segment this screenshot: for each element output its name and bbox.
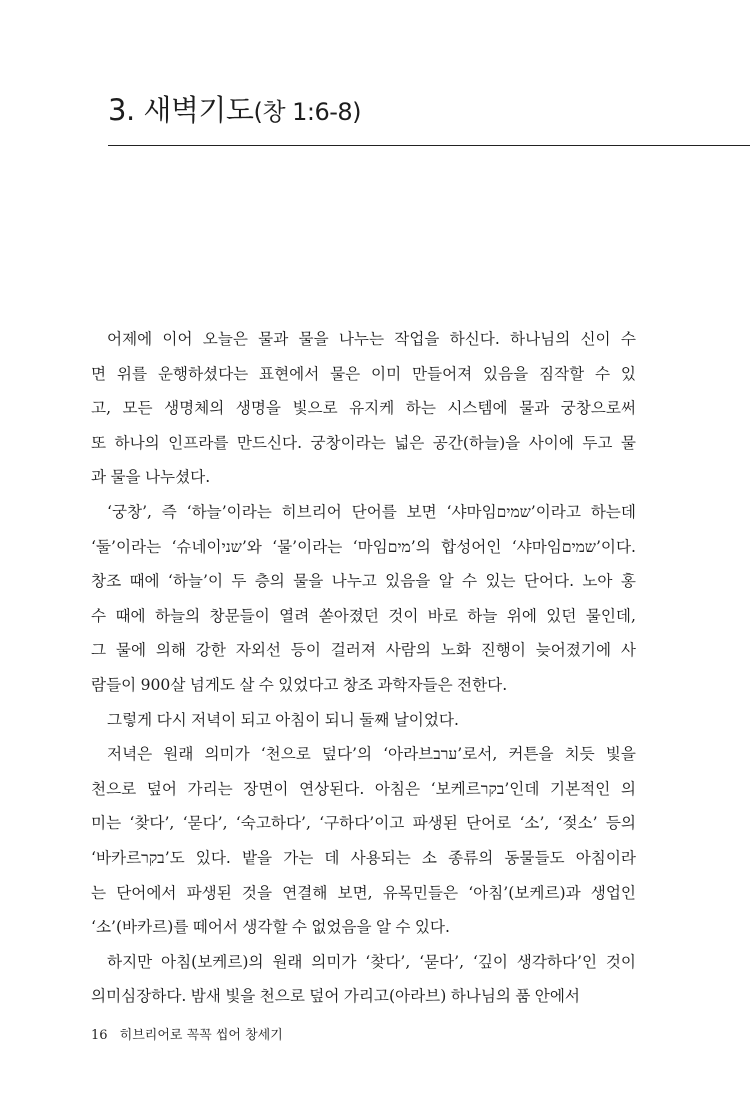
text-line: 천으로 덮어 가리는 장면이 연상된다. 아침은 ‘보케르בקר’인데 기본적인 의 bbox=[91, 779, 636, 798]
text-line: 수 때에 하늘의 창문들이 열려 쏟아졌던 것이 바로 하늘 위에 있던 물인데, bbox=[91, 606, 636, 625]
text-line: 또 하나의 인프라를 만드신다. 궁창이라는 넓은 공간(하늘)을 사이에 두고 물 bbox=[91, 433, 636, 452]
text-line: 의미심장하다. 밤새 빛을 천으로 덮어 가리고(아라브) 하나님의 품 안에서 bbox=[91, 987, 580, 1006]
title-divider bbox=[108, 145, 750, 146]
chapter-title bbox=[108, 88, 361, 129]
text-line: 고, 모든 생명체의 생명을 빛으로 유지케 하는 시스템에 물과 궁창으로써 bbox=[91, 399, 636, 418]
scripture-reference: (창 1:6-8) bbox=[253, 98, 362, 126]
text-line: 어제에 이어 오늘은 물과 물을 나누는 작업을 하신다. 하나님의 신이 수 bbox=[107, 330, 636, 348]
text-line: ‘둘’이라는 ‘슈네이שני’와 ‘물’이라는 ‘마임מים’의 합성어인 ‘샤마임שמים’이다. bbox=[91, 537, 636, 556]
page-number: 16 bbox=[91, 1028, 108, 1043]
page-footer bbox=[91, 1024, 283, 1043]
text-line: 하지만 아침(보케르)의 원래 의미가 ‘찾다’, ‘묻다’, ‘깊이 생각하다’인 것이 bbox=[107, 952, 636, 971]
text-line: 과 물을 나누셨다. bbox=[91, 468, 211, 487]
text-line: 미는 ‘찾다’, ‘묻다’, ‘숙고하다’, ‘구하다’이고 파생된 단어로 ‘소’, ‘젖소’ 등의 bbox=[91, 814, 636, 833]
text-line: 저녁은 원래 의미가 ‘천으로 덮다’의 ‘아라브ערב’로서, 커튼을 치듯 빛을 bbox=[107, 745, 636, 764]
text-line: ‘바카르בקר’도 있다. 밭을 가는 데 사용되는 소 종류의 동물들도 아침이라 bbox=[91, 848, 636, 867]
chapter-title-text: 3. 새벽기도 bbox=[108, 93, 254, 127]
text-line: 는 단어에서 파생된 것을 연결해 보면, 유목민들은 ‘아침’(보케르)과 생업인 bbox=[91, 883, 636, 902]
book-title: 히브리어로 꼭꼭 씹어 창세기 bbox=[119, 1028, 283, 1043]
text-line: ‘궁창’, 즉 ‘하늘’이라는 히브리어 단어를 보면 ‘샤마임שמים’이라고 하는데 bbox=[107, 502, 636, 521]
text-line: 면 위를 운행하셨다는 표현에서 물은 이미 만들어져 있음을 짐작할 수 있 bbox=[91, 364, 636, 383]
text-line: 그 물에 의해 강한 자외선 등이 걸러져 사람의 노화 진행이 늦어졌기에 사 bbox=[91, 641, 636, 660]
text-line: 그렇게 다시 저녁이 되고 아침이 되니 둘째 날이었다. bbox=[107, 710, 459, 729]
text-line: ‘소’(바카르)를 떼어서 생각할 수 없었음을 알 수 있다. bbox=[91, 918, 450, 937]
body-text bbox=[91, 322, 636, 1014]
text-line: 창조 때에 ‘하늘’이 두 층의 물을 나누고 있음을 알 수 있는 단어다. 노아 홍 bbox=[91, 572, 636, 591]
text-line: 람들이 900살 넘게도 살 수 있었다고 창조 과학자들은 전한다. bbox=[91, 675, 508, 694]
